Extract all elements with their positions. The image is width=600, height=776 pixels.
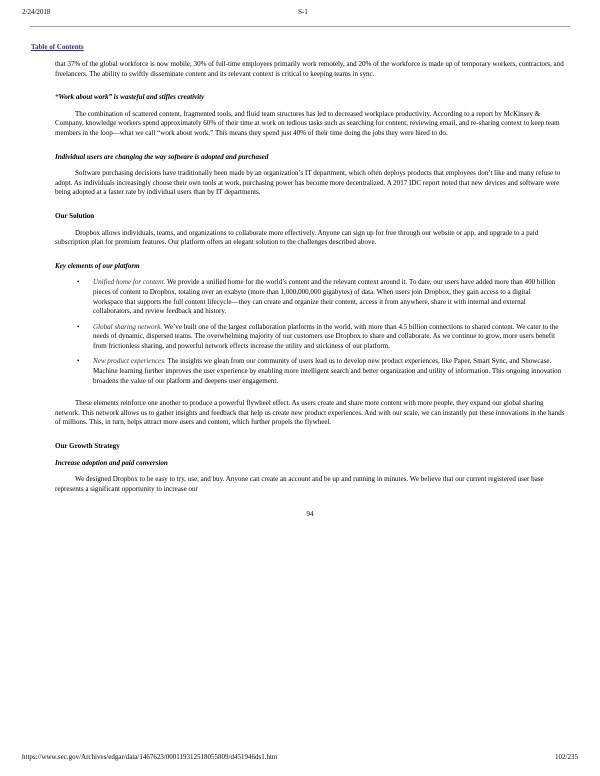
key-elements-list xyxy=(55,278,570,386)
page-count: 102/235 xyxy=(555,753,578,761)
document-title: S-1 xyxy=(298,8,308,16)
list-item xyxy=(55,278,570,316)
bullet-icon: • xyxy=(77,322,80,331)
list-item xyxy=(55,323,570,352)
bullet-lead: Global sharing network. xyxy=(93,322,163,331)
print-header xyxy=(22,8,578,20)
header-divider xyxy=(30,26,570,27)
print-date: 2/24/2018 xyxy=(22,8,51,16)
page-number: 94 xyxy=(306,510,314,518)
paragraph-adoption: We designed Dropbox to be easy to try, use, and buy. Anyone can create an account and be up and running in minutes. We believe that our current registered user base represents a significant opportunity to increase our xyxy=(55,475,544,493)
section-heading-our-solution: Our Solution xyxy=(55,211,95,220)
paragraph-workforce: that 37% of the global workforce is now mobile, 30% of full-time employees primarily work remotely, and 20% of the workforce is made up of temporary workers, contractors, and freelancers. The ability to swiftly disseminate content and its relevant context is critical to keeping teams in sync. xyxy=(55,60,564,78)
subheading-individual-users: Individual users are changing the way software is adopted and purchased xyxy=(55,152,269,161)
document-body xyxy=(55,60,570,494)
paragraph-productivity: The combination of scattered content, fragmented tools, and fluid team structures has led to decreased workplace productivity. According to a report by McKinsey & Company, knowledge workers spend approximately 60% of their time at work on tedious tasks such as searching for content, reviewing email, and re-sharing context to keep team members in the loop—what we call “work about work.” This means they spend just 40% of their time doing the jobs they were hired to do. xyxy=(55,109,560,137)
paragraph-flywheel: These elements reinforce one another to produce a powerful flywheel effect. As users create and share more content with more people, they expand our global sharing network. This network allows us to gather insights and feedback that help us create new product experiences. And with our scale, we can instantly put these innovations in the hands of millions. This, in turn, helps attract more users and content, which further propels the flywheel. xyxy=(55,399,565,427)
bullet-text: We’ve built one of the largest collaboration platforms in the world, with more than 4.5 billion connections to shared content. We cater to the needs of dynamic, dispersed teams. The overwhelming majority of our customers use Dropbox to share and collaborate. As we continue to grow, more users benefit from frictionless sharing, and powerful network effects increase the utility and stickiness of our platform. xyxy=(93,322,559,350)
bullet-icon: • xyxy=(77,357,80,366)
bullet-lead: New product experiences. xyxy=(93,357,166,366)
source-url: https://www.sec.gov/Archives/edgar/data/1467623/000119312518055809/d451946ds1.htm xyxy=(22,753,278,761)
list-item xyxy=(55,357,570,386)
subheading-key-elements: Key elements of our platform xyxy=(55,261,140,270)
subheading-increase-adoption: Increase adoption and paid conversion xyxy=(55,458,168,467)
paragraph-software-purchasing: Software purchasing decisions have traditionally been made by an organization’s IT department, which often deploys products that employees don’t like and many refuse to adopt. As individuals increasingly choose their own tools at work, purchasing power has become more decentralized. A 2017 IDC report noted that new devices and software were being adopted at a faster rate by individual users than by IT departments. xyxy=(55,169,561,197)
bullet-text: The insights we glean from our community of users lead us to develop new product experiences, like Paper, Smart Sync, and Showcase. Machine learning further improves the user experience by enabling more intelligent search and better organization and utility of information. This ongoing innovation broadens the value of our platform and deepens user engagement. xyxy=(93,357,562,385)
bullet-text: We provide a unified home for the world’s content and the relevant context around it. To date, our users have added more than 400 billion pieces of content to Dropbox, totaling over an exabyte (more than 1,000,000,000 gigabytes) of data. When users join Dropbox, they gain access to a digital workspace that supports the full content lifecycle—they can create and organize their content, access it from anywhere, share it with internal and external collaborators, and review feedback and history. xyxy=(93,278,556,316)
table-of-contents-link[interactable]: Table of Contents xyxy=(31,43,84,51)
section-heading-growth-strategy: Our Growth Strategy xyxy=(55,442,120,451)
print-footer xyxy=(22,753,578,765)
bullet-lead: Unified home for content. xyxy=(93,278,166,287)
paragraph-solution: Dropbox allows individuals, teams, and organizations to collaborate more effectively. Anyone can sign up for free through our website or app, and upgrade to a paid subscription plan for premium features. Our platform offers an elegant solution to the challenges described above. xyxy=(55,228,539,247)
subheading-work-about-work: “Work about work” is wasteful and stifles creativity xyxy=(55,93,205,102)
bullet-icon: • xyxy=(77,278,80,287)
